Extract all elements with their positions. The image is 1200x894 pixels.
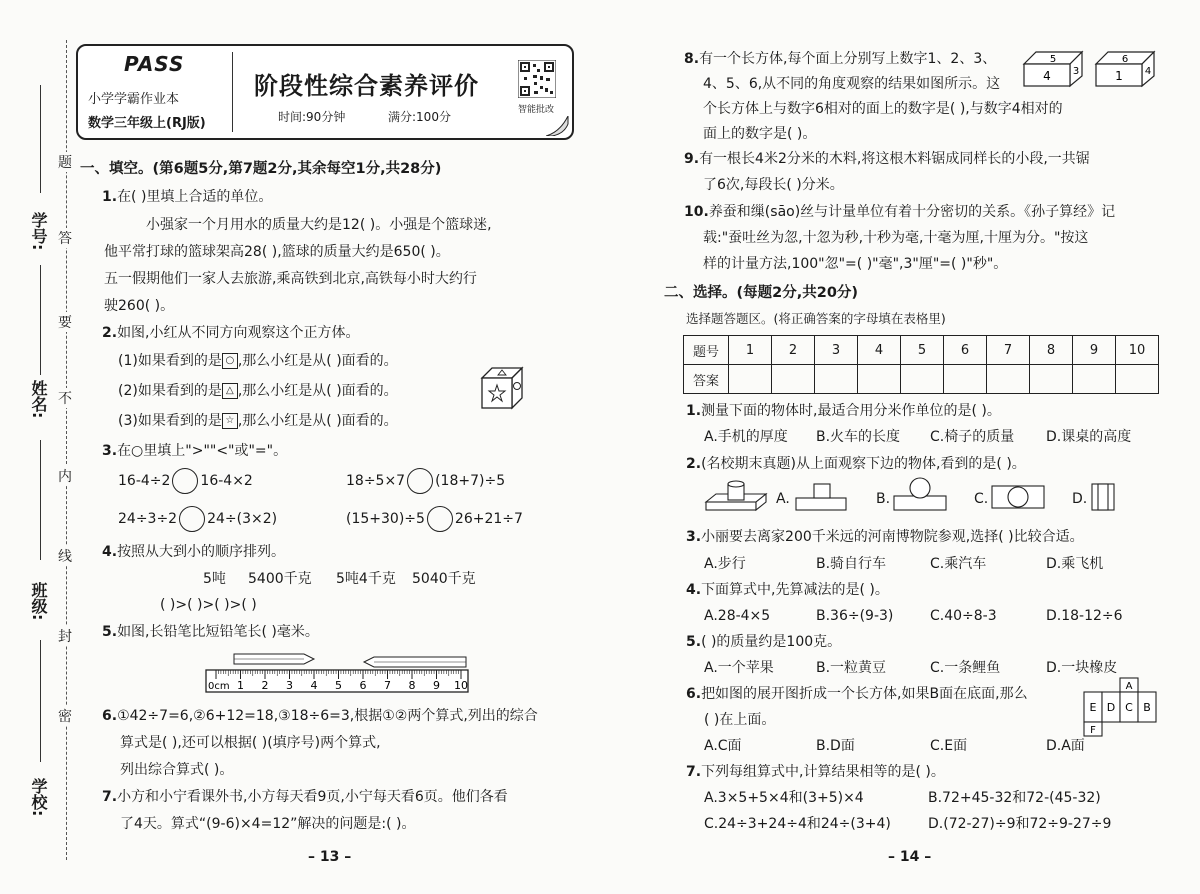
compare-circle[interactable]	[407, 468, 433, 494]
c5-text: ( )的质量约是100克。	[701, 634, 842, 650]
c5-number: 5.	[686, 634, 702, 650]
answer-table	[683, 335, 1159, 394]
page-number-14: – 14 –	[888, 849, 932, 865]
q8-line-2: 4、5、6,从不同的角度观察的结果如图所示。这	[703, 76, 1001, 92]
q10-line-2: 载:"蚕吐丝为忽,十忽为秒,十秒为毫,十毫为厘,十厘为分。"按这	[703, 230, 1089, 246]
net-face-f: F	[1090, 725, 1096, 736]
q2-part-1-tail: ,那么小红是从( )面看的。	[237, 353, 398, 369]
ruler-pencils-figure	[204, 648, 472, 694]
q6-line-1: ①42÷7=6,②6+12=18,③18÷6=3,根据①②两个算式,列出的综合	[117, 708, 538, 724]
q3-text: 在○里填上">""<"或"="。	[117, 443, 288, 459]
header-divider	[232, 52, 233, 132]
net-face-d: D	[1106, 701, 1116, 714]
answer-cell[interactable]	[944, 365, 987, 394]
c6-number: 6.	[686, 686, 702, 702]
c3-option[interactable]: D.乘飞机	[1046, 556, 1104, 572]
q2-part-2-text: (2)如果看到的是	[118, 383, 222, 399]
c4-text: 下面算式中,先算减法的是( )。	[701, 582, 889, 598]
answer-table-header: 1	[729, 336, 772, 365]
q2-part-3-text: (3)如果看到的是	[118, 413, 222, 429]
q10-line-1: 养蚕和缫(sāo)丝与计量单位有着十分密切的关系。《孙子算经》记	[708, 204, 1116, 220]
c4-option[interactable]: B.36÷(9-3)	[816, 608, 894, 624]
school-line	[40, 640, 41, 762]
q1-line-1: 小强家一个月用水的质量大约是12( )。小强是个篮球迷,	[146, 217, 492, 233]
name-label: 姓名:	[29, 380, 48, 419]
c7-text: 下列每组算式中,计算结果相等的是( )。	[701, 764, 945, 780]
c3-text: 小丽要去离家200千米远的河南博物院参观,选择( )比较合适。	[701, 529, 1084, 545]
student-id-label: 学号:	[29, 212, 48, 251]
view-triangle-icon: △	[222, 383, 238, 399]
q1-line-2: 他平常打球的篮球架高28( ),篮球的质量大约是650( )。	[104, 244, 450, 260]
c7-option[interactable]: B.72+45-32和72-(45-32)	[928, 790, 1101, 806]
seal-char: 要	[58, 312, 72, 332]
net-face-a: A	[1125, 681, 1133, 692]
c5-option[interactable]: A.一个苹果	[704, 660, 774, 676]
q8-line-4: 面上的数字是( )。	[703, 126, 817, 142]
time-limit: 时间:90分钟	[278, 110, 346, 124]
q1-text: 在( )里填上合适的单位。	[117, 189, 273, 205]
c2-option-b[interactable]: B.	[876, 491, 891, 507]
cuboid-1-side: 3	[1072, 66, 1080, 77]
name-line	[40, 265, 41, 375]
c6	[686, 685, 1028, 703]
c7	[686, 763, 945, 781]
q8-line-3: 个长方体上与数字6相对的面上的数字是( ),与数字4相对的	[703, 101, 1063, 117]
grade-label: 数学三年级上(RJ版)	[88, 116, 206, 131]
seal-char: 题	[58, 152, 72, 172]
q10	[684, 203, 1115, 221]
answer-table-header: 4	[858, 336, 901, 365]
net-face-c: C	[1125, 701, 1133, 714]
q3-number: 3.	[102, 443, 118, 459]
q2-number: 2.	[102, 325, 118, 341]
ruler-label: 2	[261, 679, 269, 692]
q5-number: 5.	[102, 624, 118, 640]
c7-option[interactable]: A.3×5+5×4和(3+5)×4	[704, 790, 864, 806]
c5-option[interactable]: B.一粒黄豆	[816, 660, 887, 676]
c3	[686, 528, 1084, 546]
answer-row-label: 答案	[684, 365, 729, 394]
c4	[686, 581, 889, 599]
q2-part-3-tail: ,那么小红是从( )面看的。	[237, 413, 398, 429]
q3-e4-right: 26+21÷7	[454, 511, 523, 527]
view-star-icon: ☆	[222, 413, 238, 429]
c2	[686, 455, 1026, 473]
q3-expr-3	[118, 506, 277, 532]
section-1-title: 一、填空。(第6题5分,第7题2分,其余每空1分,共28分)	[80, 161, 442, 177]
cuboid-net-figure	[1082, 676, 1158, 738]
answer-cell[interactable]	[858, 365, 901, 394]
seal-char: 封	[58, 626, 72, 646]
answer-cell[interactable]	[772, 365, 815, 394]
c3-number: 3.	[686, 529, 702, 545]
c1-number: 1.	[686, 403, 702, 419]
answer-table-header: 8	[1030, 336, 1073, 365]
answer-area-note: 选择题答题区。(将正确答案的字母填在表格里)	[686, 311, 946, 326]
q8-line-1: 有一个长方体,每个面上分别写上数字1、2、3、	[699, 51, 997, 67]
class-line	[40, 440, 41, 560]
answer-table-header: 5	[901, 336, 944, 365]
q8	[684, 50, 996, 68]
c3-option[interactable]: B.骑自行车	[816, 556, 887, 572]
c2-option-c[interactable]: C.	[974, 491, 989, 507]
c3-option[interactable]: A.步行	[704, 556, 746, 572]
c4-option[interactable]: C.40÷8-3	[930, 608, 997, 624]
q4-order-blanks[interactable]: ( )>( )>( )>( )	[160, 597, 257, 613]
q9-number: 9.	[684, 151, 700, 167]
q1-line-3: 五一假期他们一家人去旅游,乘高铁到北京,高铁每小时大约行	[104, 271, 477, 287]
qr-caption: 智能批改	[518, 105, 555, 115]
q5	[102, 623, 319, 641]
seal-char: 密	[58, 706, 72, 726]
q2-part-1-text: (1)如果看到的是	[118, 353, 222, 369]
q3-expr-2	[346, 468, 505, 494]
answer-cell[interactable]	[1030, 365, 1073, 394]
q4-item: 5400千克	[248, 571, 312, 587]
q7-number: 7.	[102, 789, 118, 805]
full-score: 满分:100分	[388, 110, 451, 124]
seal-char: 答	[58, 228, 72, 248]
compare-circle[interactable]	[172, 468, 198, 494]
ruler-label: 9	[433, 679, 440, 692]
c6-option[interactable]: B.D面	[816, 738, 855, 754]
c2-b-shape	[892, 476, 948, 512]
object-figure	[704, 480, 768, 514]
answer-cell[interactable]	[815, 365, 858, 394]
net-face-b: B	[1143, 701, 1151, 714]
c1	[686, 402, 1001, 420]
answer-table-header: 3	[815, 336, 858, 365]
c5-option[interactable]: D.一块橡皮	[1046, 660, 1118, 676]
q7	[102, 788, 508, 806]
ruler-label: 7	[384, 679, 391, 692]
ruler-label: 0cm	[208, 681, 230, 692]
c5-option[interactable]: C.一条鲤鱼	[930, 660, 1001, 676]
q5-text: 如图,长铅笔比短铅笔长( )毫米。	[117, 624, 319, 640]
q3-e4-left: (15+30)÷5	[346, 511, 425, 527]
q1	[102, 188, 272, 206]
q2	[102, 324, 360, 342]
answer-cell[interactable]	[987, 365, 1030, 394]
cuboid-2-top: 6	[1121, 54, 1129, 65]
ruler-label: 4	[310, 679, 318, 692]
q1-line-4: 驶260( )。	[104, 298, 175, 314]
answer-cell[interactable]	[1073, 365, 1116, 394]
exam-title: 阶段性综合素养评价	[254, 72, 479, 100]
ruler-label: 8	[408, 679, 416, 692]
c4-number: 4.	[686, 582, 702, 598]
class-label: 班级:	[29, 582, 48, 621]
cuboid-2-front: 1	[1115, 69, 1123, 83]
q7-line-1: 小方和小宁看课外书,小方每天看9页,小宁每天看6页。他们各看	[117, 789, 508, 805]
q2-part-1	[118, 352, 398, 370]
q2-part-2	[118, 382, 398, 400]
q4-text: 按照从大到小的顺序排列。	[117, 544, 286, 560]
answer-table-header: 7	[987, 336, 1030, 365]
q4-item: 5吨4千克	[336, 571, 396, 587]
c1-option[interactable]: C.椅子的质量	[930, 429, 1015, 445]
c2-d-shape	[1090, 482, 1116, 512]
q3-e2-right: (18+7)÷5	[435, 473, 506, 489]
c5	[686, 633, 841, 651]
q4-item: 5040千克	[412, 571, 476, 587]
answer-cell[interactable]	[1116, 365, 1159, 394]
c7-number: 7.	[686, 764, 702, 780]
series-name: 小学学霸作业本	[88, 92, 180, 107]
q3-e2-left: 18÷5×7	[346, 473, 406, 489]
q9-line-2[interactable]: 了6次,每段长( )分米。	[703, 177, 844, 193]
answer-table-header: 10	[1116, 336, 1159, 365]
c2-text: (名校期末真题)从上面观察下边的物体,看到的是( )。	[701, 456, 1026, 472]
ruler-label: 5	[335, 679, 342, 692]
cuboid-view-2-icon	[1094, 50, 1156, 88]
c7-option[interactable]: D.(72-27)÷9和72÷9-27÷9	[928, 816, 1112, 832]
answer-table-answer-row	[684, 365, 1159, 394]
q7-line-2[interactable]: 了4天。算式“(9-6)×4=12”解决的问题是:( )。	[120, 816, 416, 832]
page-curl-icon	[546, 116, 570, 136]
answer-table-header: 题号	[684, 336, 729, 365]
section-2-title: 二、选择。(每题2分,共20分)	[664, 285, 859, 301]
view-circle-icon: ○	[222, 353, 238, 369]
q2-part-2-tail: ,那么小红是从( )面看的。	[237, 383, 398, 399]
c2-number: 2.	[686, 456, 702, 472]
qr-code-icon[interactable]	[518, 60, 556, 98]
cuboid-view-1-icon	[1022, 50, 1084, 88]
cube-figure-icon	[478, 364, 526, 412]
c2-option-d[interactable]: D.	[1072, 491, 1088, 507]
cuboid-1-top: 5	[1049, 54, 1057, 65]
q6-number: 6.	[102, 708, 118, 724]
seal-char: 内	[58, 466, 72, 486]
q3-e1-left: 16-4÷2	[118, 473, 171, 489]
q9-line-1: 有一根长4米2分米的木料,将这根木料锯成同样长的小段,一共锯	[699, 151, 1090, 167]
q4-item: 5吨	[203, 571, 226, 587]
c2-option-a[interactable]: A.	[776, 491, 790, 507]
net-face-e: E	[1089, 701, 1097, 714]
q9	[684, 150, 1090, 168]
ruler-label: 3	[286, 679, 293, 692]
q3-e3-left: 24÷3÷2	[118, 511, 178, 527]
q1-number: 1.	[102, 189, 118, 205]
q10-line-3[interactable]: 样的计量方法,100"忽"=( )"毫",3"厘"=( )"秒"。	[703, 256, 1008, 272]
seal-char: 不	[58, 388, 72, 408]
c4-option[interactable]: D.18-12÷6	[1046, 608, 1123, 624]
ruler-label: 1	[237, 679, 244, 692]
q3	[102, 442, 287, 460]
c3-option[interactable]: C.乘汽车	[930, 556, 987, 572]
ruler-label: 6	[359, 679, 367, 692]
q6	[102, 707, 538, 725]
student-id-line	[40, 85, 41, 193]
q3-e3-right: 24÷(3×2)	[207, 511, 278, 527]
q4-number: 4.	[102, 544, 118, 560]
answer-table-header: 2	[772, 336, 815, 365]
q2-part-3	[118, 412, 398, 430]
q3-expr-4	[346, 506, 523, 532]
c4-option[interactable]: A.28-4×5	[704, 608, 771, 624]
c6-line-1: 把如图的展开图折成一个长方体,如果B面在底面,那么	[701, 686, 1028, 702]
school-label: 学校:	[29, 778, 48, 817]
answer-table-header-row	[684, 336, 1159, 365]
c6-line-2[interactable]: ( )在上面。	[704, 712, 776, 728]
pass-logo: PASS	[124, 52, 185, 76]
answer-table-header: 9	[1073, 336, 1116, 365]
q10-number: 10.	[684, 204, 709, 220]
answer-cell[interactable]	[901, 365, 944, 394]
q6-line-2[interactable]: 算式是( ),还可以根据( )(填序号)两个算式,	[120, 735, 381, 751]
q2-text: 如图,小红从不同方向观察这个正方体。	[117, 325, 360, 341]
q3-e1-right: 16-4×2	[200, 473, 253, 489]
compare-circle[interactable]	[179, 506, 205, 532]
answer-table-header: 6	[944, 336, 987, 365]
c6-option[interactable]: A.C面	[704, 738, 742, 754]
q4	[102, 543, 285, 561]
q8-number: 8.	[684, 51, 700, 67]
c1-option[interactable]: A.手机的厚度	[704, 429, 788, 445]
seal-char: 线	[58, 546, 72, 566]
q6-line-3[interactable]: 列出综合算式( )。	[120, 762, 234, 778]
c6-option[interactable]: D.A面	[1046, 738, 1085, 754]
q3-expr-1	[118, 468, 253, 494]
answer-cell[interactable]	[729, 365, 772, 394]
c2-c-shape	[990, 484, 1046, 510]
c1-option[interactable]: D.课桌的高度	[1046, 429, 1132, 445]
exam-header	[76, 44, 574, 140]
cuboid-1-front: 4	[1043, 69, 1051, 83]
page-number-13: – 13 –	[308, 849, 352, 865]
cuboid-2-side: 4	[1144, 66, 1152, 77]
compare-circle[interactable]	[427, 506, 453, 532]
c6-option[interactable]: C.E面	[930, 738, 968, 754]
c2-a-shape	[794, 482, 848, 512]
ruler-label: 10	[454, 679, 468, 692]
c7-option[interactable]: C.24÷3+24÷4和24÷(3+4)	[704, 816, 891, 832]
c1-option[interactable]: B.火车的长度	[816, 429, 901, 445]
c1-text: 测量下面的物体时,最适合用分米作单位的是( )。	[701, 403, 1001, 419]
